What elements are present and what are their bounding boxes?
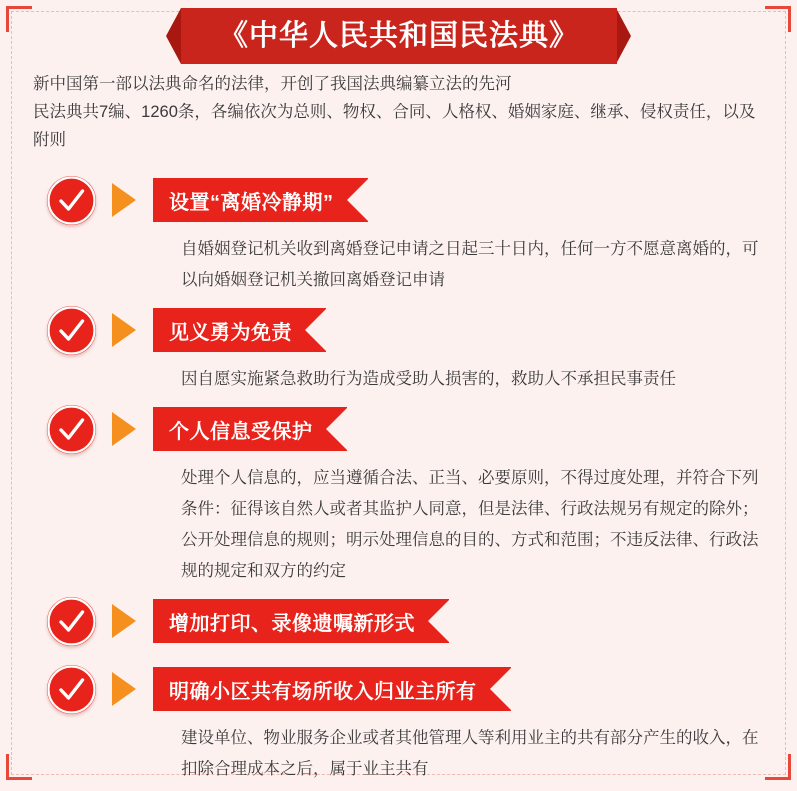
title-banner <box>181 8 617 64</box>
provision-list <box>0 172 797 791</box>
check-circle-icon <box>47 597 96 646</box>
arrow-right-icon <box>112 313 136 347</box>
list-item <box>0 302 797 395</box>
provision-heading-banner <box>153 407 347 451</box>
intro-line-2: 民法典共7编、1260条，各编依次为总则、物权、合同、人格权、婚姻家庭、继承、侵权责任，以及附则 <box>33 103 756 149</box>
check-circle-icon <box>47 306 96 355</box>
page-title: 《中华人民共和国民法典》 <box>218 19 579 52</box>
provision-heading: 个人信息受保护 <box>169 420 313 443</box>
provision-heading: 明确小区共有场所收入归业主所有 <box>169 680 477 703</box>
check-circle-icon <box>47 405 96 454</box>
provision-body-text: 因自愿实施紧急救助行为造成受助人损害的，救助人不承担民事责任 <box>181 370 676 388</box>
list-item-header <box>0 302 797 358</box>
arrow-right-icon <box>112 412 136 446</box>
corner-accent-top-right <box>765 6 791 32</box>
list-item <box>0 172 797 296</box>
list-item <box>0 661 797 785</box>
provision-heading-banner <box>153 308 326 352</box>
provision-heading-banner <box>153 178 368 222</box>
intro-paragraph <box>33 70 763 154</box>
intro-line-1: 新中国第一部以法典命名的法律，开创了我国法典编纂立法的先河 <box>33 75 512 93</box>
provision-heading-banner <box>153 599 449 643</box>
provision-body-text: 自婚姻登记机关收到离婚登记申请之日起三十日内，任何一方不愿意离婚的，可以向婚姻登记机关撤回离婚登记申请 <box>181 240 759 289</box>
provision-body <box>181 463 763 587</box>
list-item-header <box>0 661 797 717</box>
provision-body <box>181 234 763 296</box>
arrow-right-icon <box>112 604 136 638</box>
list-item-header <box>0 172 797 228</box>
title-banner-notch-right <box>616 8 631 64</box>
arrow-right-icon <box>112 672 136 706</box>
list-item-header <box>0 401 797 457</box>
provision-heading-banner <box>153 667 511 711</box>
list-item-header <box>0 593 797 649</box>
list-item <box>0 401 797 587</box>
arrow-right-icon <box>112 183 136 217</box>
provision-heading: 设置“离婚冷静期” <box>169 191 334 214</box>
check-circle-icon <box>47 665 96 714</box>
provision-body <box>181 364 763 395</box>
title-banner-notch-left <box>166 8 181 64</box>
corner-accent-top-left <box>6 6 32 32</box>
provision-heading: 增加打印、录像遗嘱新形式 <box>169 612 415 635</box>
provision-body-text: 处理个人信息的，应当遵循合法、正当、必要原则，不得过度处理，并符合下列条件：征得该自然人或者其监护人同意，但是法律、行政法规另有规定的除外；公开处理信息的规则；明示处理信息的目的、方式和范围；不违反法律、行政法规的规定和双方的约定 <box>181 469 759 580</box>
provision-body <box>181 723 763 785</box>
check-circle-icon <box>47 176 96 225</box>
provision-body-text: 建设单位、物业服务企业或者其他管理人等利用业主的共有部分产生的收入，在扣除合理成本之后，属于业主共有 <box>181 729 759 778</box>
provision-heading: 见义勇为免责 <box>169 321 292 344</box>
list-item <box>0 593 797 649</box>
